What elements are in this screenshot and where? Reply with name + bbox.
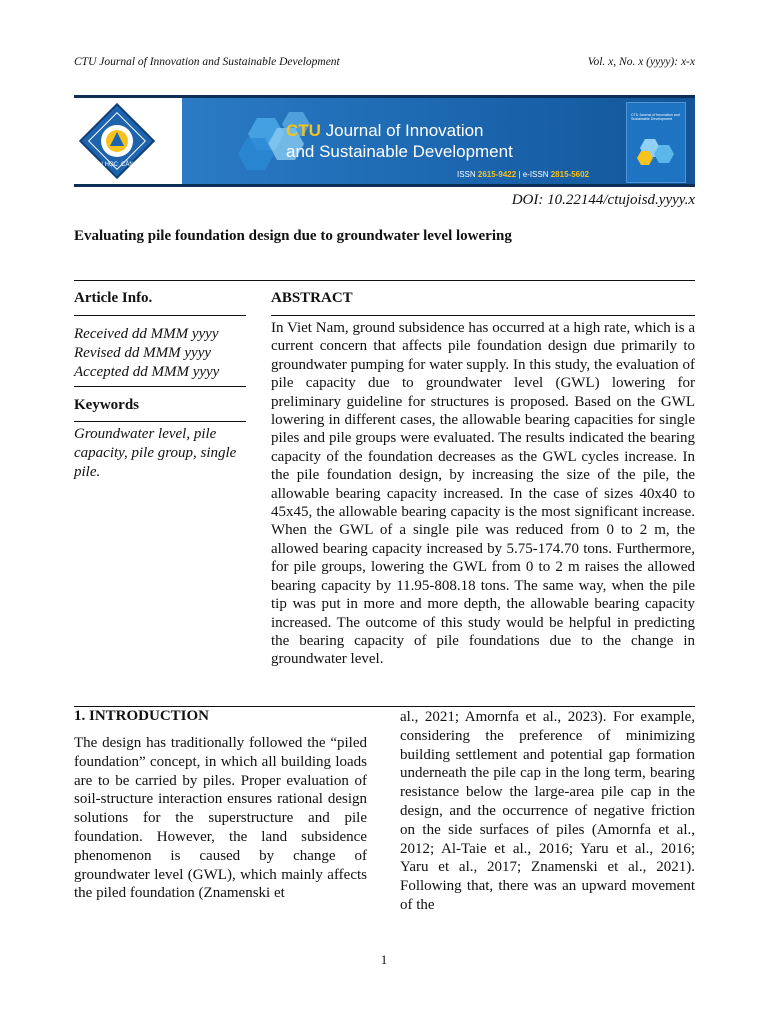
journal-banner [74, 95, 695, 187]
running-header [74, 56, 695, 68]
cover-hexagon-icon [633, 135, 681, 169]
keywords-heading: Keywords [74, 397, 139, 413]
divider-top [74, 280, 695, 281]
keywords-text: Groundwater level, pile capacity, pile group, single pile. [74, 426, 237, 480]
cover-text: CTU Journal of Innovation and Sustainable Development [631, 113, 680, 122]
banner-title-line2: and Sustainable Development [286, 142, 513, 161]
introduction-right-column: al., 2021; Amornfa et al., 2023). For example, considering the preference of minimizing building settlement and potential gap formation underneath the pile cap in the long term, bearing resistance below the large-area pile cap in the design, and the occurrence of negative friction on the side surfaces of piles (Amornfa et al., 2012; Al-Taie et al., 2016; Yaru et al., 2016; Yaru et al., 2017; Znamenski et al., 2021). Following that, there was an upward movement of the [400, 709, 695, 913]
banner-brand: CTU [286, 121, 321, 140]
banner-issn: ISSN 2615-9422 | e-ISSN 2815-5602 [457, 170, 589, 179]
abstract-heading: ABSTRACT [271, 290, 353, 306]
doi: DOI: 10.22144/ctujoisd.yyyy.x [511, 192, 695, 208]
university-seal-icon [74, 98, 182, 184]
received-date: Received dd MMM yyyy [74, 326, 219, 342]
article-dates [74, 325, 219, 382]
journal-cover-thumbnail [626, 102, 686, 183]
abstract-rule [271, 315, 695, 316]
page-number: 1 [380, 952, 388, 967]
eissn-label: e-ISSN [522, 170, 549, 179]
journal-name: CTU Journal of Innovation and Sustainable Development [74, 56, 340, 68]
revised-date: Revised dd MMM yyyy [74, 345, 212, 361]
eissn-value: 2815-5602 [550, 170, 589, 179]
seal-text-right: CẦN THƠ [121, 162, 149, 168]
banner-title [286, 120, 513, 162]
paper-title: Evaluating pile foundation design due to groundwater level lowering [74, 228, 512, 244]
issn-value: 2615-9422 [477, 170, 517, 179]
volume-info: Vol. x, No. x (yyyy): x-x [587, 56, 695, 68]
divider-bottom [74, 706, 695, 707]
article-info-rule [74, 315, 246, 316]
article-info-heading: Article Info. [74, 290, 153, 306]
introduction-left-column: The design has traditionally followed the “piled foundation” concept, in which all building loads are to be carried by piles. Proper evaluation of soil-structure interaction ensures rational design solutions for the superstructure and pile foundation. However, the land subsidence phenomenon is caused by change of groundwater level (GWL), which mainly affects the piled foundation (Znamenski et [74, 735, 367, 902]
accepted-date: Accepted dd MMM yyyy [74, 364, 220, 380]
introduction-heading: 1. INTRODUCTION [74, 708, 210, 724]
keywords-rule-top [74, 386, 246, 387]
abstract-text: In Viet Nam, ground subsidence has occurred at a high rate, which is a current concern that affects pile foundation design due primarily to groundwater pumping for water supply. In this study, the evaluation of pile capacity due to groundwater level (GWL) lowering for preliminary guideline for structures is proposed. Based on the GWL lowering in different cases, the allowable bearing capacities for single piles and pile groups were evaluated. The results indicated the bearing capacity of the foundation decreases as the GWL cycles increase. In the pile foundation design, by increasing the size of the pile, the allowable bearing capacity increased. In the case of sizes 40x40 to 45x45, the allowable bearing capacity is the most significant increase. When the GWL of a single pile was reduced from 0 to 2 m, the allowed bearing capacity increased by 5.75-174.70 tons. Furthermore, for pile groups, lowering the GWL from 0 to 2 m raises the allowed bearing capacity by 11.95-808.18 tons. The same way, when the pile tip was put in more and more depth, the allowable bearing capacity increased. The outcome of this study would be helpful in predicting the bearing capacity of pile foundations due to the change in groundwater level. [271, 320, 695, 668]
keywords-rule-bottom [74, 421, 246, 422]
banner-logo-panel [74, 98, 182, 184]
banner-title-line1: Journal of Innovation [320, 121, 484, 140]
seal-text-left: ĐẠI HỌC [93, 162, 119, 168]
issn-label: ISSN [457, 170, 476, 179]
